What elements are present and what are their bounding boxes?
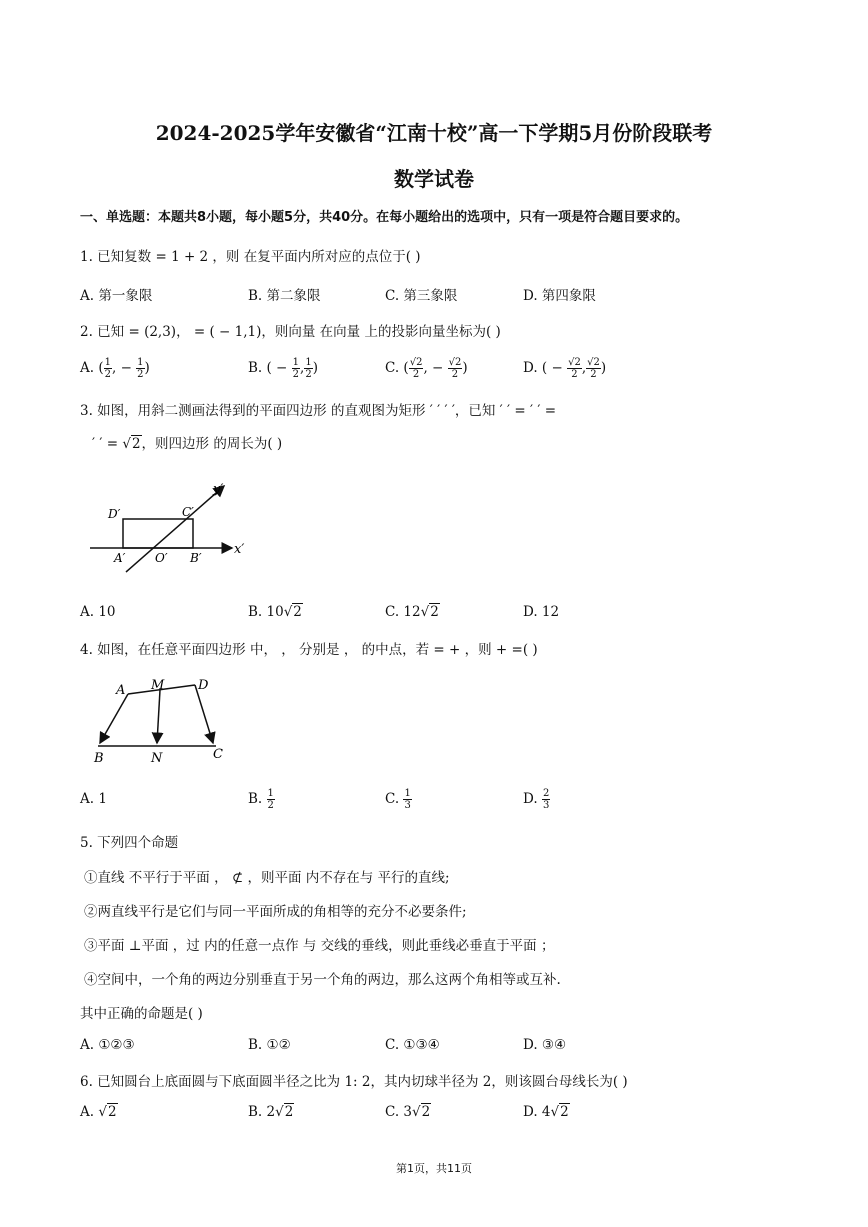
label-c: C	[213, 747, 223, 762]
label-b: B	[94, 751, 104, 766]
vector-ab	[100, 694, 128, 743]
q1-option-b: B. 第二象限	[248, 288, 321, 304]
q4-option-a: A. 1	[80, 791, 107, 807]
section-heading: 一、单选题：本题共8小题，每小题5分，共40分。在每小题给出的选项中，只有一项是符合题目要求的。	[80, 210, 689, 225]
question-3-stem-line1: 3. 如图，用斜二测画法得到的平面四边形 的直观图为矩形 ′ ′ ′ ′，已知 ′ ′ = ′ ′ =	[80, 403, 557, 419]
question-6-stem: 6. 已知圆台上底面圆与下底面圆半径之比为 1: 2，其内切球半径为 2，则该圆台母线长为( )	[80, 1074, 628, 1090]
page-footer: 第1页，共11页	[396, 1162, 472, 1175]
q3-option-c: C. 12√2	[385, 604, 439, 620]
q1-option-c: C. 第三象限	[385, 288, 458, 304]
q5-prompt: 其中正确的命题是( )	[80, 1006, 203, 1022]
q5-option-d: D. ③④	[523, 1037, 567, 1053]
label-c: C′	[182, 505, 194, 519]
q5-statement-2: ②两直线平行是它们与同一平面所成的角相等的充分不必要条件;	[84, 904, 467, 920]
label-d: D	[198, 678, 209, 693]
q5-option-a: A. ①②③	[80, 1037, 135, 1053]
question-1-stem: 1. 已知复数 = 1 + 2 ，则 在复平面内所对应的点位于( )	[80, 249, 421, 265]
question-4-stem: 4. 如图，在任意平面四边形 中， ， 分别是 ， 的中点，若 = + ，则 + =( )	[80, 642, 538, 658]
q4-quadrilateral-figure	[88, 672, 238, 768]
q3-option-a: A. 10	[80, 604, 116, 620]
question-5-stem: 5. 下列四个命题	[80, 835, 179, 851]
label-a: A′	[114, 551, 126, 565]
q4-option-b: B. $\frac{1}{2}$	[248, 788, 274, 811]
q1-option-a: A. 第一象限	[80, 288, 153, 304]
label-m: M	[151, 678, 165, 693]
q2-option-c: C. ( $\frac{√2}{2}$ , − $\frac{√2}{2}$ )	[385, 357, 468, 380]
question-2-stem: 2. 已知 = (2,3)， = ( − 1,1)，则向量 在向量 上的投影向量坐标为( )	[80, 324, 501, 340]
q5-statement-1: ①直线 不平行于平面 ， ⊄ ，则平面 内不存在与 平行的直线;	[84, 870, 450, 886]
label-n: N	[151, 751, 163, 766]
y-axis	[126, 486, 224, 572]
question-3-stem-line2: ′ ′ = √2，则四边形 的周长为( )	[92, 436, 283, 452]
vector-mn	[157, 690, 160, 743]
label-d: D′	[108, 507, 121, 521]
label-b: B′	[190, 551, 202, 565]
q6-option-a: A. √2	[80, 1104, 117, 1120]
q3-option-d: D. 12	[523, 604, 560, 620]
q1-option-d: D. 第四象限	[523, 288, 596, 304]
q2-option-d: D. ( − $\frac{√2}{2}$ , $\frac{√2}{2}$ )	[523, 357, 607, 380]
page-subtitle: 数学试卷	[394, 167, 474, 191]
q6-option-c: C. 3√2	[385, 1104, 431, 1120]
label-y: y′	[213, 482, 224, 497]
label-o: O′	[155, 551, 168, 565]
q5-statement-3: ③平面 ⊥平面 ，过 内的任意一点作 与 交线的垂线，则此垂线必垂直于平面 ；	[84, 938, 555, 954]
vector-dc	[195, 685, 213, 743]
page-title: 2024-2025学年安徽省“江南十校”高一下学期5月份阶段联考	[155, 121, 713, 145]
q3-option-b: B. 10√2	[248, 604, 302, 620]
q6-option-b: B. 2√2	[248, 1104, 294, 1120]
q4-option-d: D. $\frac{2}{3}$	[523, 788, 550, 811]
label-a: A	[116, 683, 126, 698]
q5-statement-4: ④空间中，一个角的两边分别垂直于另一个角的两边，那么这两个角相等或互补.	[84, 972, 561, 988]
q2-option-b: B. ( − $\frac{1}{2}$ , $\frac{1}{2}$ )	[248, 357, 318, 380]
label-x: x′	[234, 542, 245, 557]
q2-option-a: A. ( $\frac{1}{2}$ , − $\frac{1}{2}$ )	[80, 357, 150, 380]
q4-option-c: C. $\frac{1}{3}$	[385, 788, 411, 811]
q6-option-d: D. 4√2	[523, 1104, 569, 1120]
q3-oblique-figure	[86, 476, 256, 576]
q5-option-c: C. ①③④	[385, 1037, 440, 1053]
q5-option-b: B. ①②	[248, 1037, 291, 1053]
